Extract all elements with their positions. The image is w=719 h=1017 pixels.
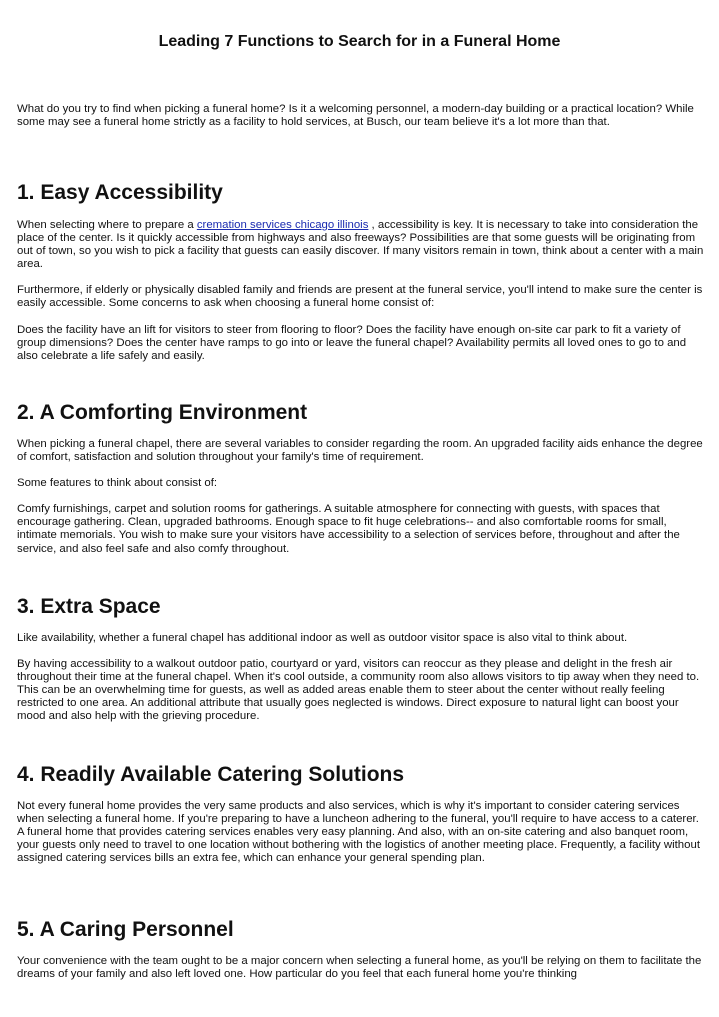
intro-section: [17, 103, 707, 129]
section-paragraph: Your convenience with the team ought to be a major concern when selecting a funeral home, as you'll be relying on them to facilitate the dreams of your family and also left loved one. How particular do you feel that each funeral home you're thinking: [17, 955, 702, 981]
cremation-services-link[interactable]: cremation services chicago illinois: [196, 219, 369, 231]
section-paragraph: Some features to think about consist of:: [17, 477, 218, 490]
section-paragraph: Like availability, whether a funeral chapel has additional indoor as well as outdoor visitor space is also vital to think about.: [17, 632, 628, 644]
section-heading: 2. A Comforting Environment: [17, 401, 308, 424]
section-extra-space: [17, 595, 707, 724]
section-paragraph: By having accessibility to a walkout outdoor patio, courtyard or yard, visitors can reoccur as they please and delight in the fresh air throughout their time at the funeral chapel. When it's cool outside, a community room also allows visitors to tip away when they need to. This can be an overwhelming time for guests, as well as added areas enable them to steer about the center without really feeling restricted to one area. An additional attribute that usually goes neglected is windows. Direct exposure to natural light can boost your mood and also help with the grieving procedure.: [17, 658, 700, 723]
section-paragraph: [17, 219, 707, 271]
paragraph-text: When selecting where to prepare a: [17, 219, 197, 231]
section-easy-accessibility: [17, 181, 707, 363]
section-caring-personnel: [17, 918, 707, 981]
section-paragraph: Comfy furnishings, carpet and solution rooms for gatherings. A suitable atmosphere for connecting with guests, with spaces that encourage gathering. Clean, upgraded bathrooms. Enough space to fit huge celebrations-- and also comfortable rooms for small, intimate memorials. You wish to make sure your visitors have accessibility to a selection of services before, throughout and after the service, and also feel safe and also comfy throughout.: [17, 503, 680, 555]
section-paragraph: Not every funeral home provides the very same products and also services, which is why it's important to consider catering services when selecting a funeral home. If you're preparing to have a luncheon adhering to the funeral, you'll require to have access to a caterer. A funeral home that provides catering services enables very easy planning. And also, with an on-site catering and also banquet room, your guests only need to travel to one location without bothering with the logistics of another meeting place. Frequently, a facility without assigned catering services bills an extra fee, which can enhance your general spending plan.: [17, 800, 700, 865]
section-heading: 4. Readily Available Catering Solutions: [17, 763, 405, 786]
page-title: Leading 7 Functions to Search for in a Funeral Home: [158, 33, 561, 50]
section-catering-solutions: [17, 763, 707, 865]
section-comforting-environment: [17, 401, 707, 556]
section-heading: 3. Extra Space: [17, 595, 161, 618]
section-heading: 5. A Caring Personnel: [17, 918, 234, 941]
paragraph-text: , accessibility is key. It is necessary to take into consideration the place of the center. Is it quickly accessible from highways and also freeways? Possibilities are that some guests will be originating from out of town, so you wish to pick a facility that guests can easily discover. If many visitors remain in town, think about a center with a main area.: [17, 219, 704, 271]
section-paragraph: Furthermore, if elderly or physically disabled family and friends are present at the funeral service, you'll intend to make sure the center is easily accessible. Some concerns to ask when choosing a funeral home consist of:: [17, 284, 703, 310]
intro-paragraph: What do you try to find when picking a funeral home? Is it a welcoming personnel, a modern-day building or a practical location? While some may see a funeral home strictly as a facility to hold services, at Busch, our team believe it's a lot more than that.: [17, 103, 694, 129]
section-heading: 1. Easy Accessibility: [17, 181, 223, 204]
section-paragraph: Does the facility have an lift for visitors to steer from flooring to floor? Does the facility have enough on-site car park to fit a variety of group dimensions? Does the center have ramps to go into or leave the funeral chapel? Availability permits all loved ones to go to and also celebrate a life safely and easily.: [17, 323, 687, 362]
section-paragraph: When picking a funeral chapel, there are several variables to consider regarding the room. An upgraded facility aids enhance the degree of comfort, satisfaction and solution throughout your family's time of requirement.: [17, 438, 703, 464]
